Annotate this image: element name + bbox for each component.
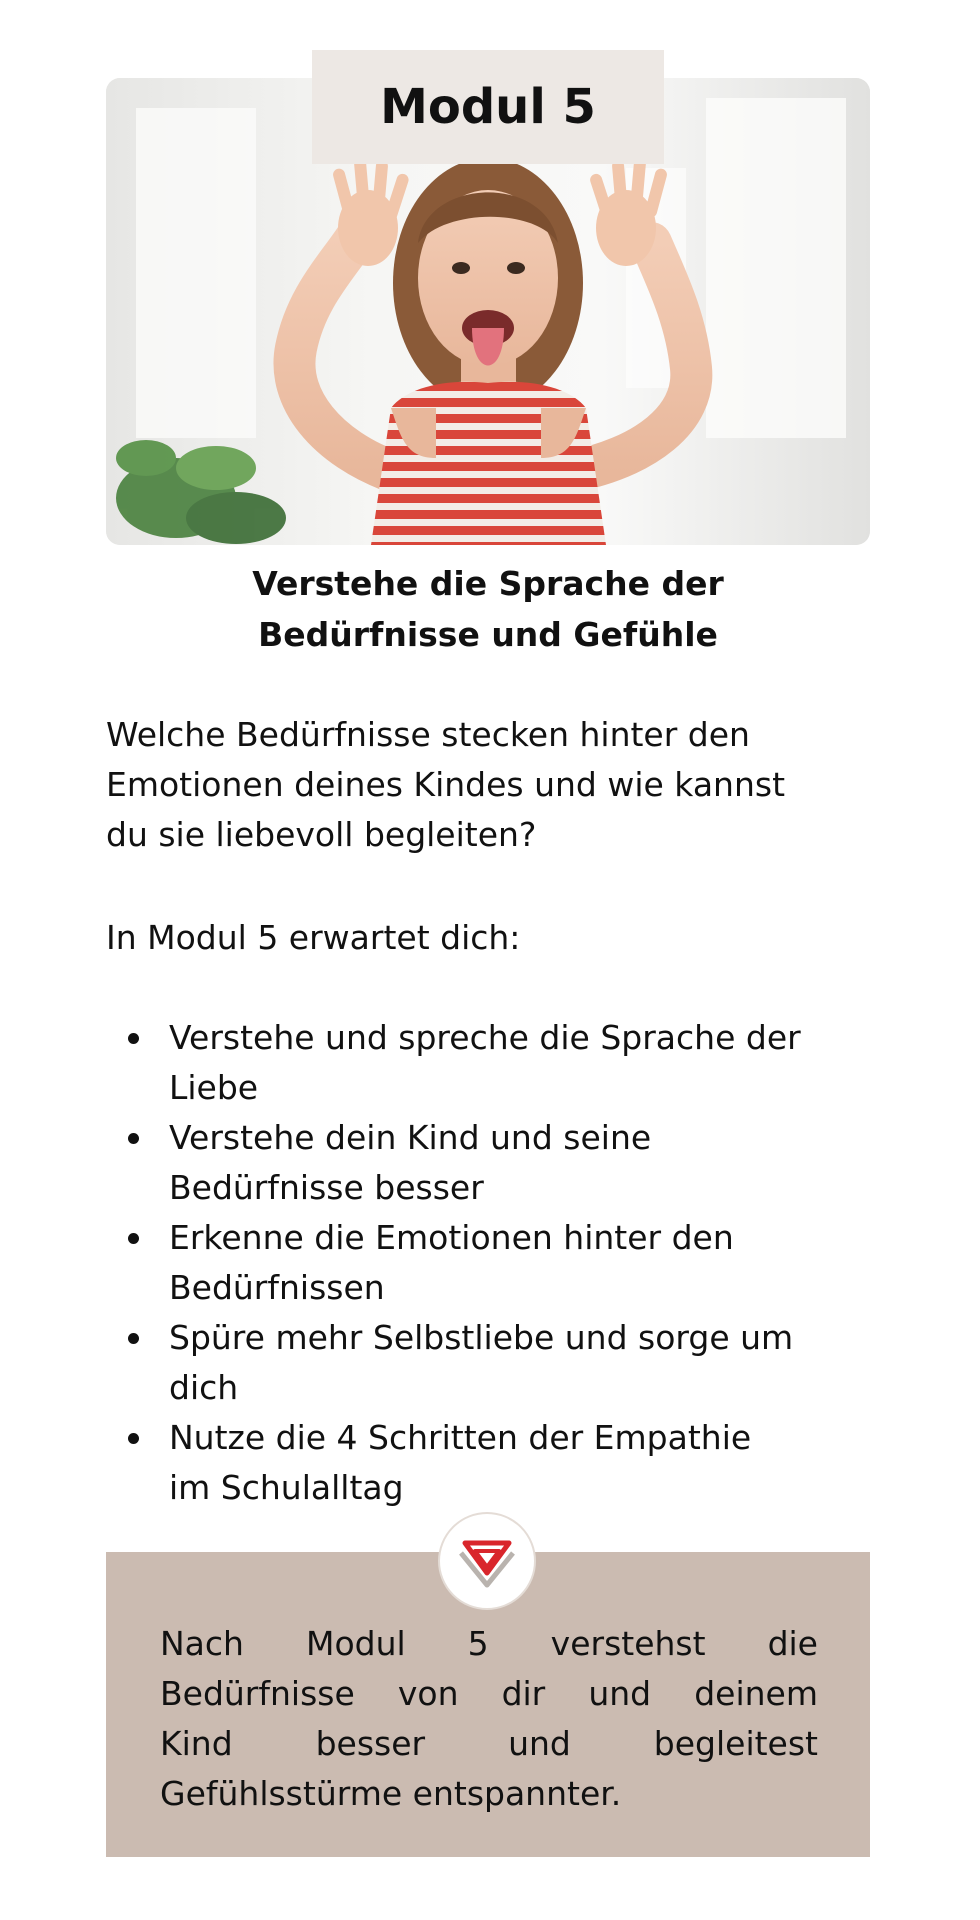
summary-line [160, 1719, 818, 1769]
summary-word: Kind [160, 1724, 233, 1763]
list-item [106, 1113, 886, 1213]
list-item [106, 1313, 886, 1413]
summary-text [160, 1619, 818, 1819]
module-title-text: Modul 5 [380, 79, 596, 135]
diamond-logo-icon [438, 1512, 536, 1610]
summary-line: Gefühlsstürme entspannter. [160, 1774, 622, 1813]
expect-heading: In Modul 5 erwartet dich: [106, 918, 521, 957]
list-item-line: Liebe [169, 1068, 259, 1107]
list-item-line: im Schulalltag [169, 1468, 404, 1507]
bullet-icon [128, 1133, 139, 1144]
summary-word: dir [501, 1674, 546, 1713]
intro-line: Emotionen deines Kindes und wie kannst [106, 765, 786, 804]
list-item-line: Spüre mehr Selbstliebe und sorge um [169, 1318, 794, 1357]
summary-word: die [767, 1624, 818, 1663]
module-title [312, 50, 664, 164]
list-item-line: Verstehe und spreche die Sprache der [169, 1018, 801, 1057]
bullet-icon [128, 1233, 139, 1244]
summary-word: und [508, 1724, 571, 1763]
benefits-list [106, 1013, 886, 1513]
intro-line: du sie liebevoll begleiten? [106, 815, 537, 854]
list-item-line: Erkenne die Emotionen hinter den [169, 1218, 734, 1257]
summary-line [160, 1619, 818, 1669]
summary-line [160, 1669, 818, 1719]
summary-word: Nach [160, 1624, 244, 1663]
list-item [106, 1213, 886, 1313]
bullet-icon [128, 1333, 139, 1344]
list-item-line: Nutze die 4 Schritten der Empathie [169, 1418, 752, 1457]
intro-line: Welche Bedürfnisse stecken hinter den [106, 715, 750, 754]
summary-word: deinem [694, 1674, 818, 1713]
list-item-line: dich [169, 1368, 239, 1407]
summary-word: begleitest [653, 1724, 818, 1763]
list-item-line: Bedürfnissen [169, 1268, 385, 1307]
summary-word: besser [315, 1724, 426, 1763]
subtitle-line: Verstehe die Sprache der [252, 564, 724, 603]
list-item-line: Verstehe dein Kind und seine [169, 1118, 652, 1157]
bullet-icon [128, 1033, 139, 1044]
subtitle-line: Bedürfnisse und Gefühle [258, 615, 718, 654]
bullet-icon [128, 1433, 139, 1444]
summary-word: 5 [467, 1624, 489, 1663]
summary-word: von [397, 1674, 459, 1713]
list-item-line: Bedürfnisse besser [169, 1168, 484, 1207]
module-subtitle [106, 558, 870, 660]
list-item [106, 1013, 886, 1113]
summary-word: und [588, 1674, 652, 1713]
summary-word: Bedürfnisse [160, 1674, 355, 1713]
intro-paragraph [106, 710, 886, 860]
list-item [106, 1413, 886, 1513]
summary-word: verstehst [550, 1624, 706, 1663]
summary-word: Modul [305, 1624, 406, 1663]
